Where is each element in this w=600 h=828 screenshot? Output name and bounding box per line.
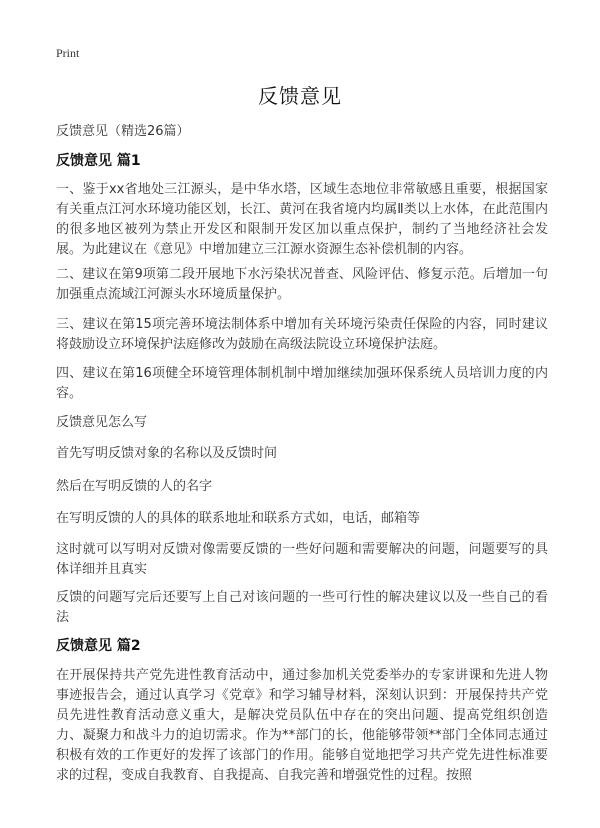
print-label[interactable]: Print (56, 46, 80, 60)
section1-paragraph-3: 三、建议在第15项完善环境法制体系中增加有关环境污染责任保险的内容，同时建议将鼓励设立环境保护法庭修改为鼓励在高级法院设立环境保护法庭。 (56, 317, 548, 352)
section1-paragraph-2: 二、建议在第9项第二段开展地下水污染状况普查、风险评估、修复示范。后增加一句加强重点流域江河源头水环境质量保护。 (56, 267, 548, 302)
section2-paragraph-1: 在开展保持共产党先进性教育活动中，通过参加机关党委举办的专家讲课和先进人物事迹报告会，通过认真学习《党章》和学习辅导材料，深刻认识到：开展保持共产党员先进性教育活动意义重大，是解决党员队伍中存在的突出问题、提高党组织创造力、凝聚力和战斗力的迫切需求。作为**部门的长，他能够带领**部门全体同志通过积极有效的工作更好的发挥了该部门的作用。能够自觉地把学习共产党先进性标准要求的过程，变成自我教育、自我提高、自我完善和增强党性的过程。按照 (56, 668, 548, 783)
document-title: 反馈意见 (258, 84, 342, 108)
section1-paragraph-1: 一、鉴于xx省地处三江源头，是中华水塔，区域生态地位非常敏感且重要，根据国家有关重点江河水环境功能区划，长江、黄河在我省境内均属Ⅱ类以上水体，在此范围内的很多地区被列为禁止开发区和限制开发区加以重点保护，制约了当地经济社会发展。为此建议在《意见》中增加建立三江源水资源生态补偿机制的内容。 (56, 182, 548, 257)
howto-step-4: 这时就可以写明对反馈对像需要反馈的一些好问题和需要解决的问题，问题要写的具体详细并且真实 (56, 542, 548, 577)
section-heading-2: 反馈意见 篇2 (56, 638, 141, 654)
document-subtitle: 反馈意见（精选26篇） (56, 124, 190, 139)
howto-step-1: 首先写明反馈对象的名称以及反馈时间 (56, 446, 278, 461)
howto-step-3: 在写明反馈的人的具体的联系地址和联系方式如，电话，邮箱等 (56, 511, 421, 526)
howto-step-5: 反馈的问题写完后还要写上自己对该问题的一些可行性的解决建议以及一些自己的看法 (56, 590, 548, 625)
section-heading-1: 反馈意见 篇1 (56, 153, 141, 169)
howto-step-2: 然后在写明反馈的人的名字 (56, 479, 213, 494)
section1-paragraph-4: 四、建议在第16项健全环境管理体制机制中增加继续加强环保系统人员培训力度的内容。 (56, 366, 548, 401)
howto-heading: 反馈意见怎么写 (56, 415, 148, 430)
